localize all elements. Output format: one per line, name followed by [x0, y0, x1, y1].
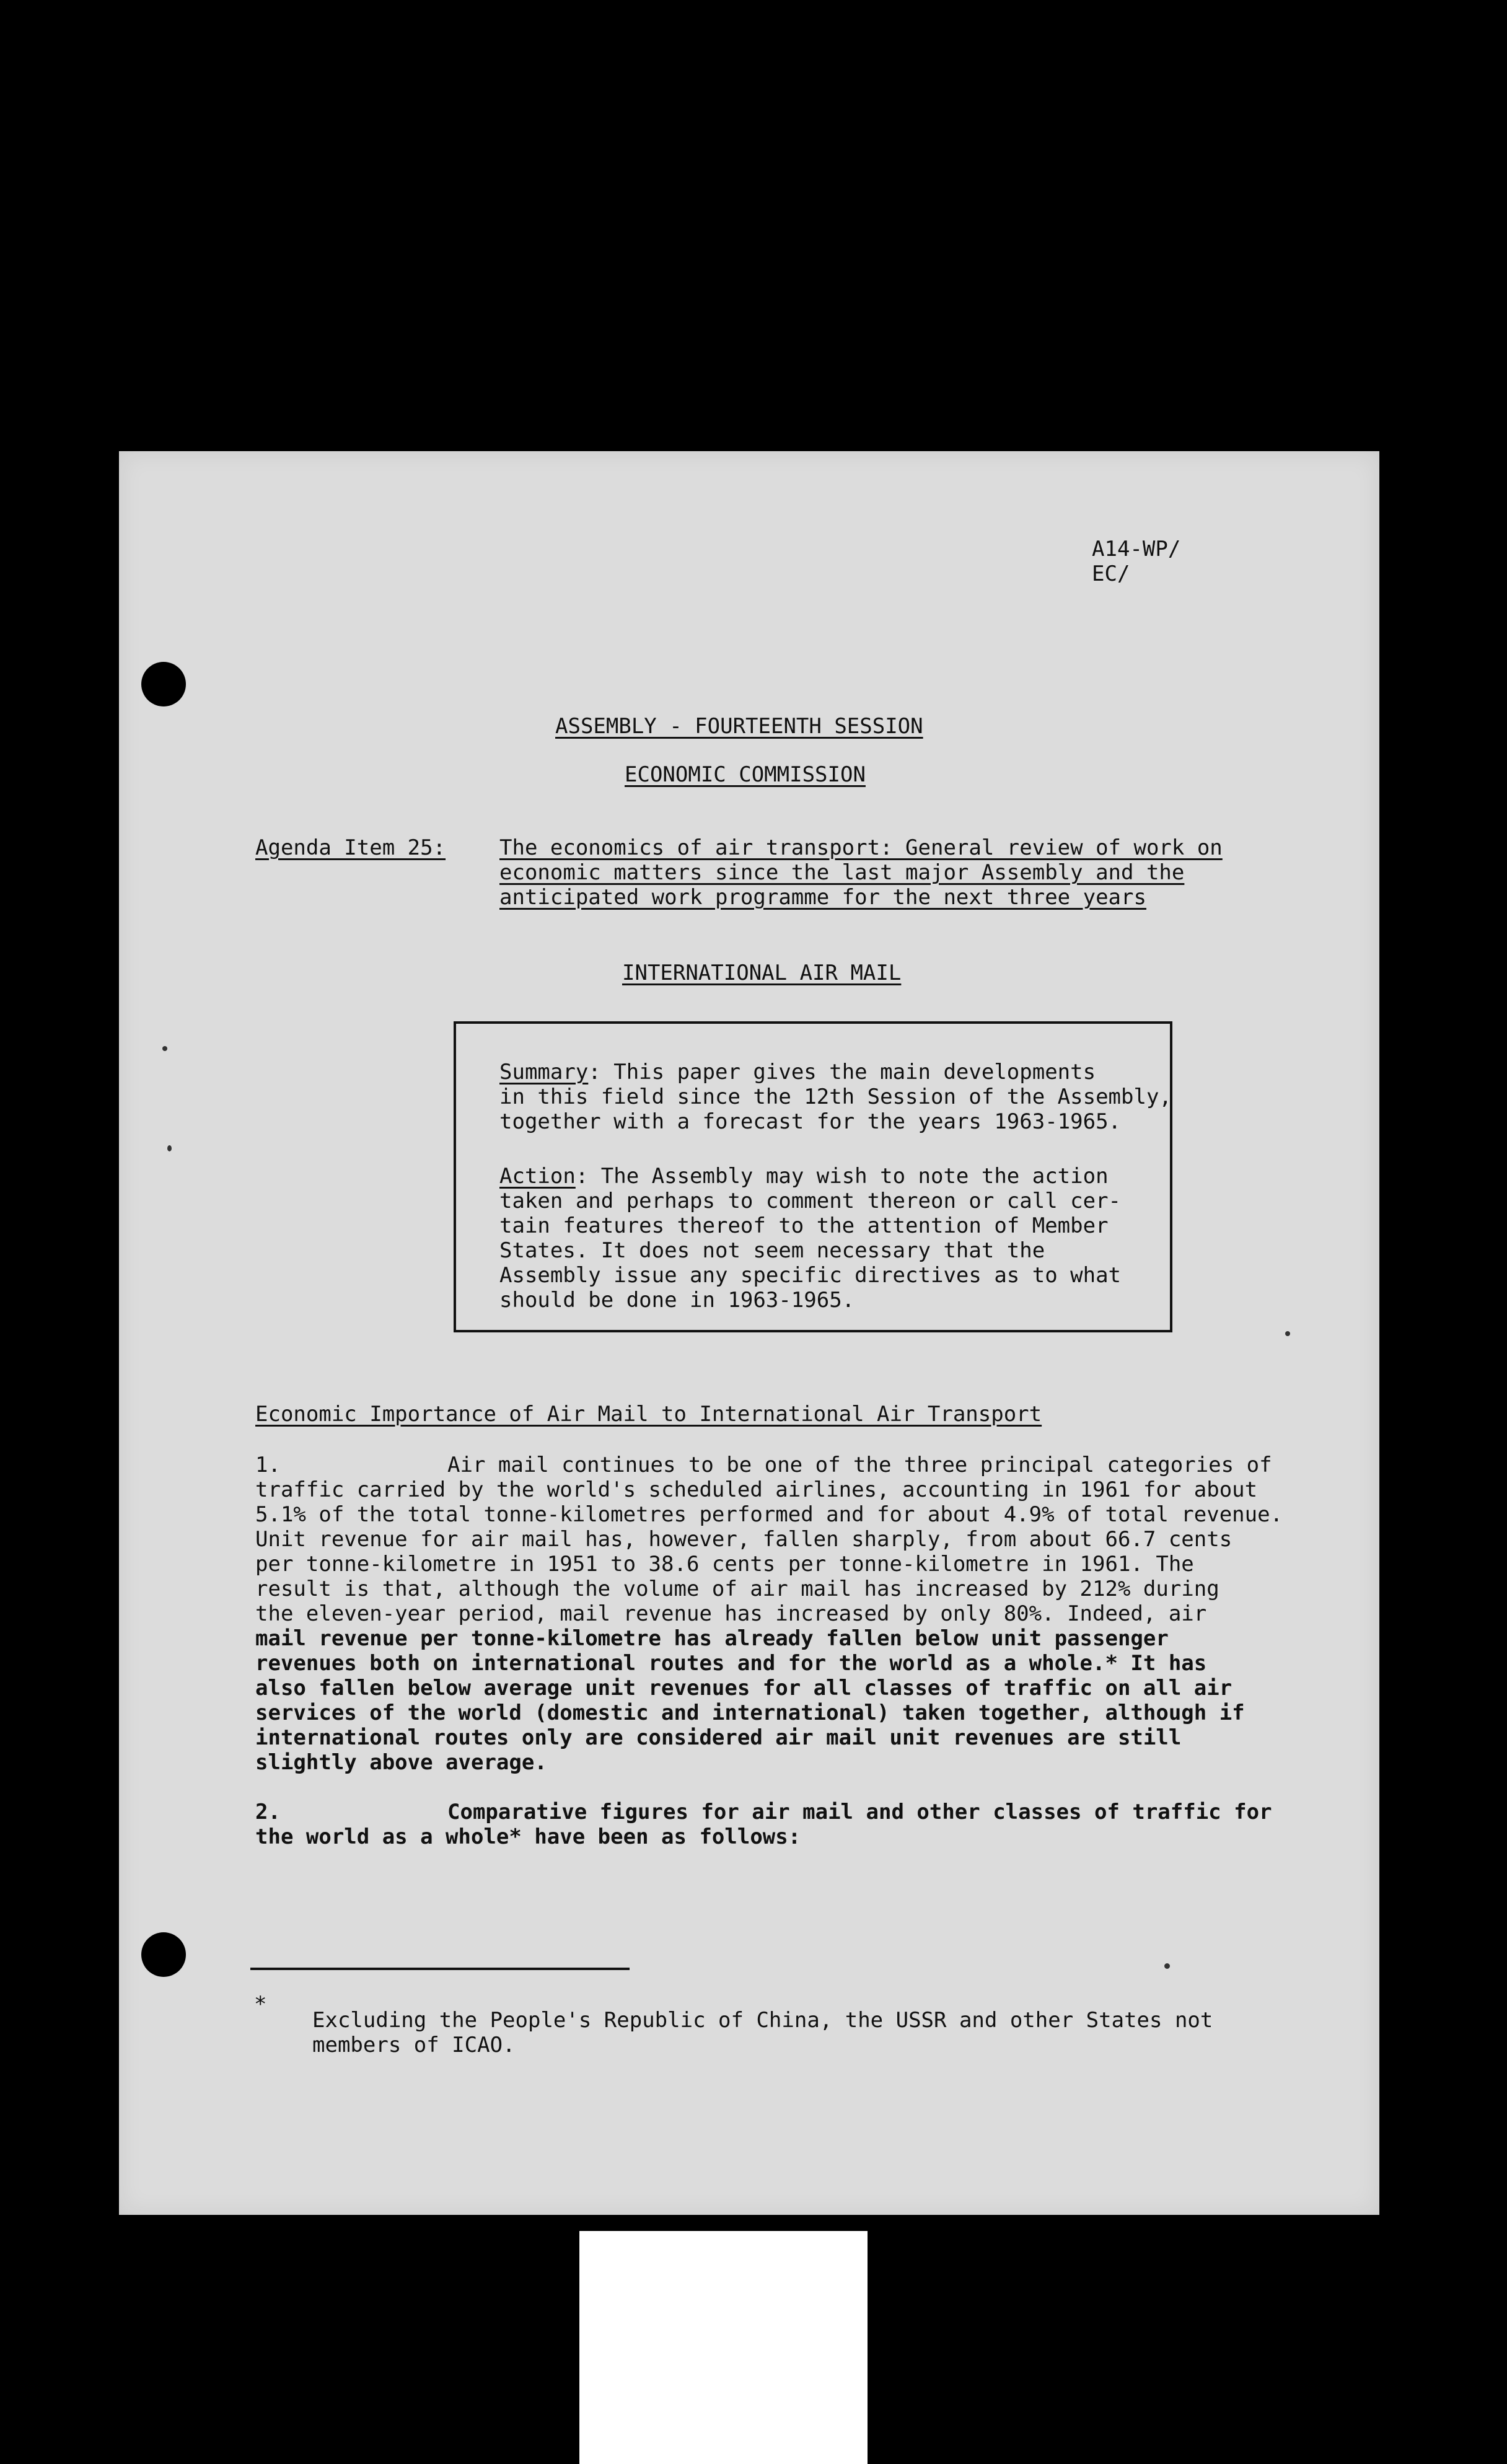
section-heading: Economic Importance of Air Mail to International Air Transport [255, 1402, 1042, 1427]
footnote-line: members of ICAO. [312, 2033, 516, 2057]
paragraph-number: 2. [255, 1800, 281, 1824]
agenda-line: economic matters since the last major Assembly and the [499, 860, 1185, 885]
paragraph-line: 5.1% of the total tonne-kilometres performed and for about 4.9% of total revenue. [255, 1502, 1283, 1527]
calibration-card [579, 2231, 868, 2464]
paragraph-line: services of the world (domestic and international) taken together, although if [255, 1701, 1245, 1725]
action-label: Action [499, 1164, 576, 1189]
scan-speck [1285, 1331, 1290, 1336]
paragraph-line: slightly above average. [255, 1750, 547, 1775]
footnote-marker: * [254, 1992, 267, 2017]
subject-title: INTERNATIONAL AIR MAIL [622, 961, 902, 985]
agenda-line: The economics of air transport: General review of work on [499, 835, 1223, 860]
paragraph-number: 1. [255, 1453, 281, 1477]
paragraph-line: per tonne-kilometre in 1951 to 38.6 cents per tonne-kilometre in 1961. The [255, 1552, 1194, 1577]
paragraph-line: the world as a whole* have been as follows: [255, 1824, 801, 1849]
action-line: taken and perhaps to comment thereon or call cer- [499, 1189, 1122, 1213]
summary-label: Summary [499, 1060, 589, 1085]
action-line: Assembly issue any specific directives as to what [499, 1263, 1122, 1288]
footnote-rule [250, 1968, 630, 1970]
summary-line: Summary: This paper gives the main developments [499, 1060, 1096, 1085]
agenda-label: Agenda Item 25: [255, 835, 446, 860]
commission-heading: ECONOMIC COMMISSION [625, 762, 866, 787]
paragraph-line: Air mail continues to be one of the three principal categories of [447, 1453, 1272, 1477]
action-line: should be done in 1963-1965. [499, 1288, 855, 1313]
punch-hole-bottom [141, 1932, 186, 1977]
summary-line: in this field since the 12th Session of the Assembly, [499, 1085, 1172, 1109]
scan-speck [1164, 1963, 1170, 1969]
agenda-line: anticipated work programme for the next three years [499, 885, 1146, 910]
paragraph-line: Unit revenue for air mail has, however, fallen sharply, from about 66.7 cents [255, 1527, 1232, 1552]
action-line: tain features thereof to the attention of Member [499, 1213, 1109, 1238]
paragraph-line: international routes only are considered air mail unit revenues are still [255, 1725, 1182, 1750]
scan-speck [162, 1046, 167, 1051]
scan-speck [167, 1145, 172, 1151]
paragraph-line: revenues both on international routes and for the world as a whole.* It has [255, 1651, 1207, 1676]
paragraph-line: mail revenue per tonne-kilometre has already fallen below unit passenger [255, 1626, 1169, 1651]
doc-ref-line1: A14-WP/ [1092, 537, 1181, 561]
paragraph-line: also fallen below average unit revenues for all classes of traffic on all air [255, 1676, 1232, 1701]
assembly-heading: ASSEMBLY - FOURTEENTH SESSION [555, 714, 923, 739]
doc-ref-line2: EC/ [1092, 561, 1130, 586]
paragraph-line: traffic carried by the world's scheduled airlines, accounting in 1961 for about [255, 1477, 1258, 1502]
punch-hole-top [141, 662, 186, 706]
paragraph-line: the eleven-year period, mail revenue has increased by only 80%. Indeed, air [255, 1601, 1207, 1626]
paragraph-line: Comparative figures for air mail and other classes of traffic for [447, 1800, 1272, 1824]
paragraph-line: result is that, although the volume of air mail has increased by 212% during [255, 1577, 1219, 1601]
action-line: Action: The Assembly may wish to note the action [499, 1164, 1109, 1189]
action-line: States. It does not seem necessary that the [499, 1238, 1045, 1263]
document-page [119, 451, 1379, 2215]
summary-line: together with a forecast for the years 1963-1965. [499, 1109, 1122, 1134]
summary-box [454, 1021, 1172, 1332]
footnote-line: Excluding the People's Republic of China, the USSR and other States not [312, 2008, 1213, 2033]
